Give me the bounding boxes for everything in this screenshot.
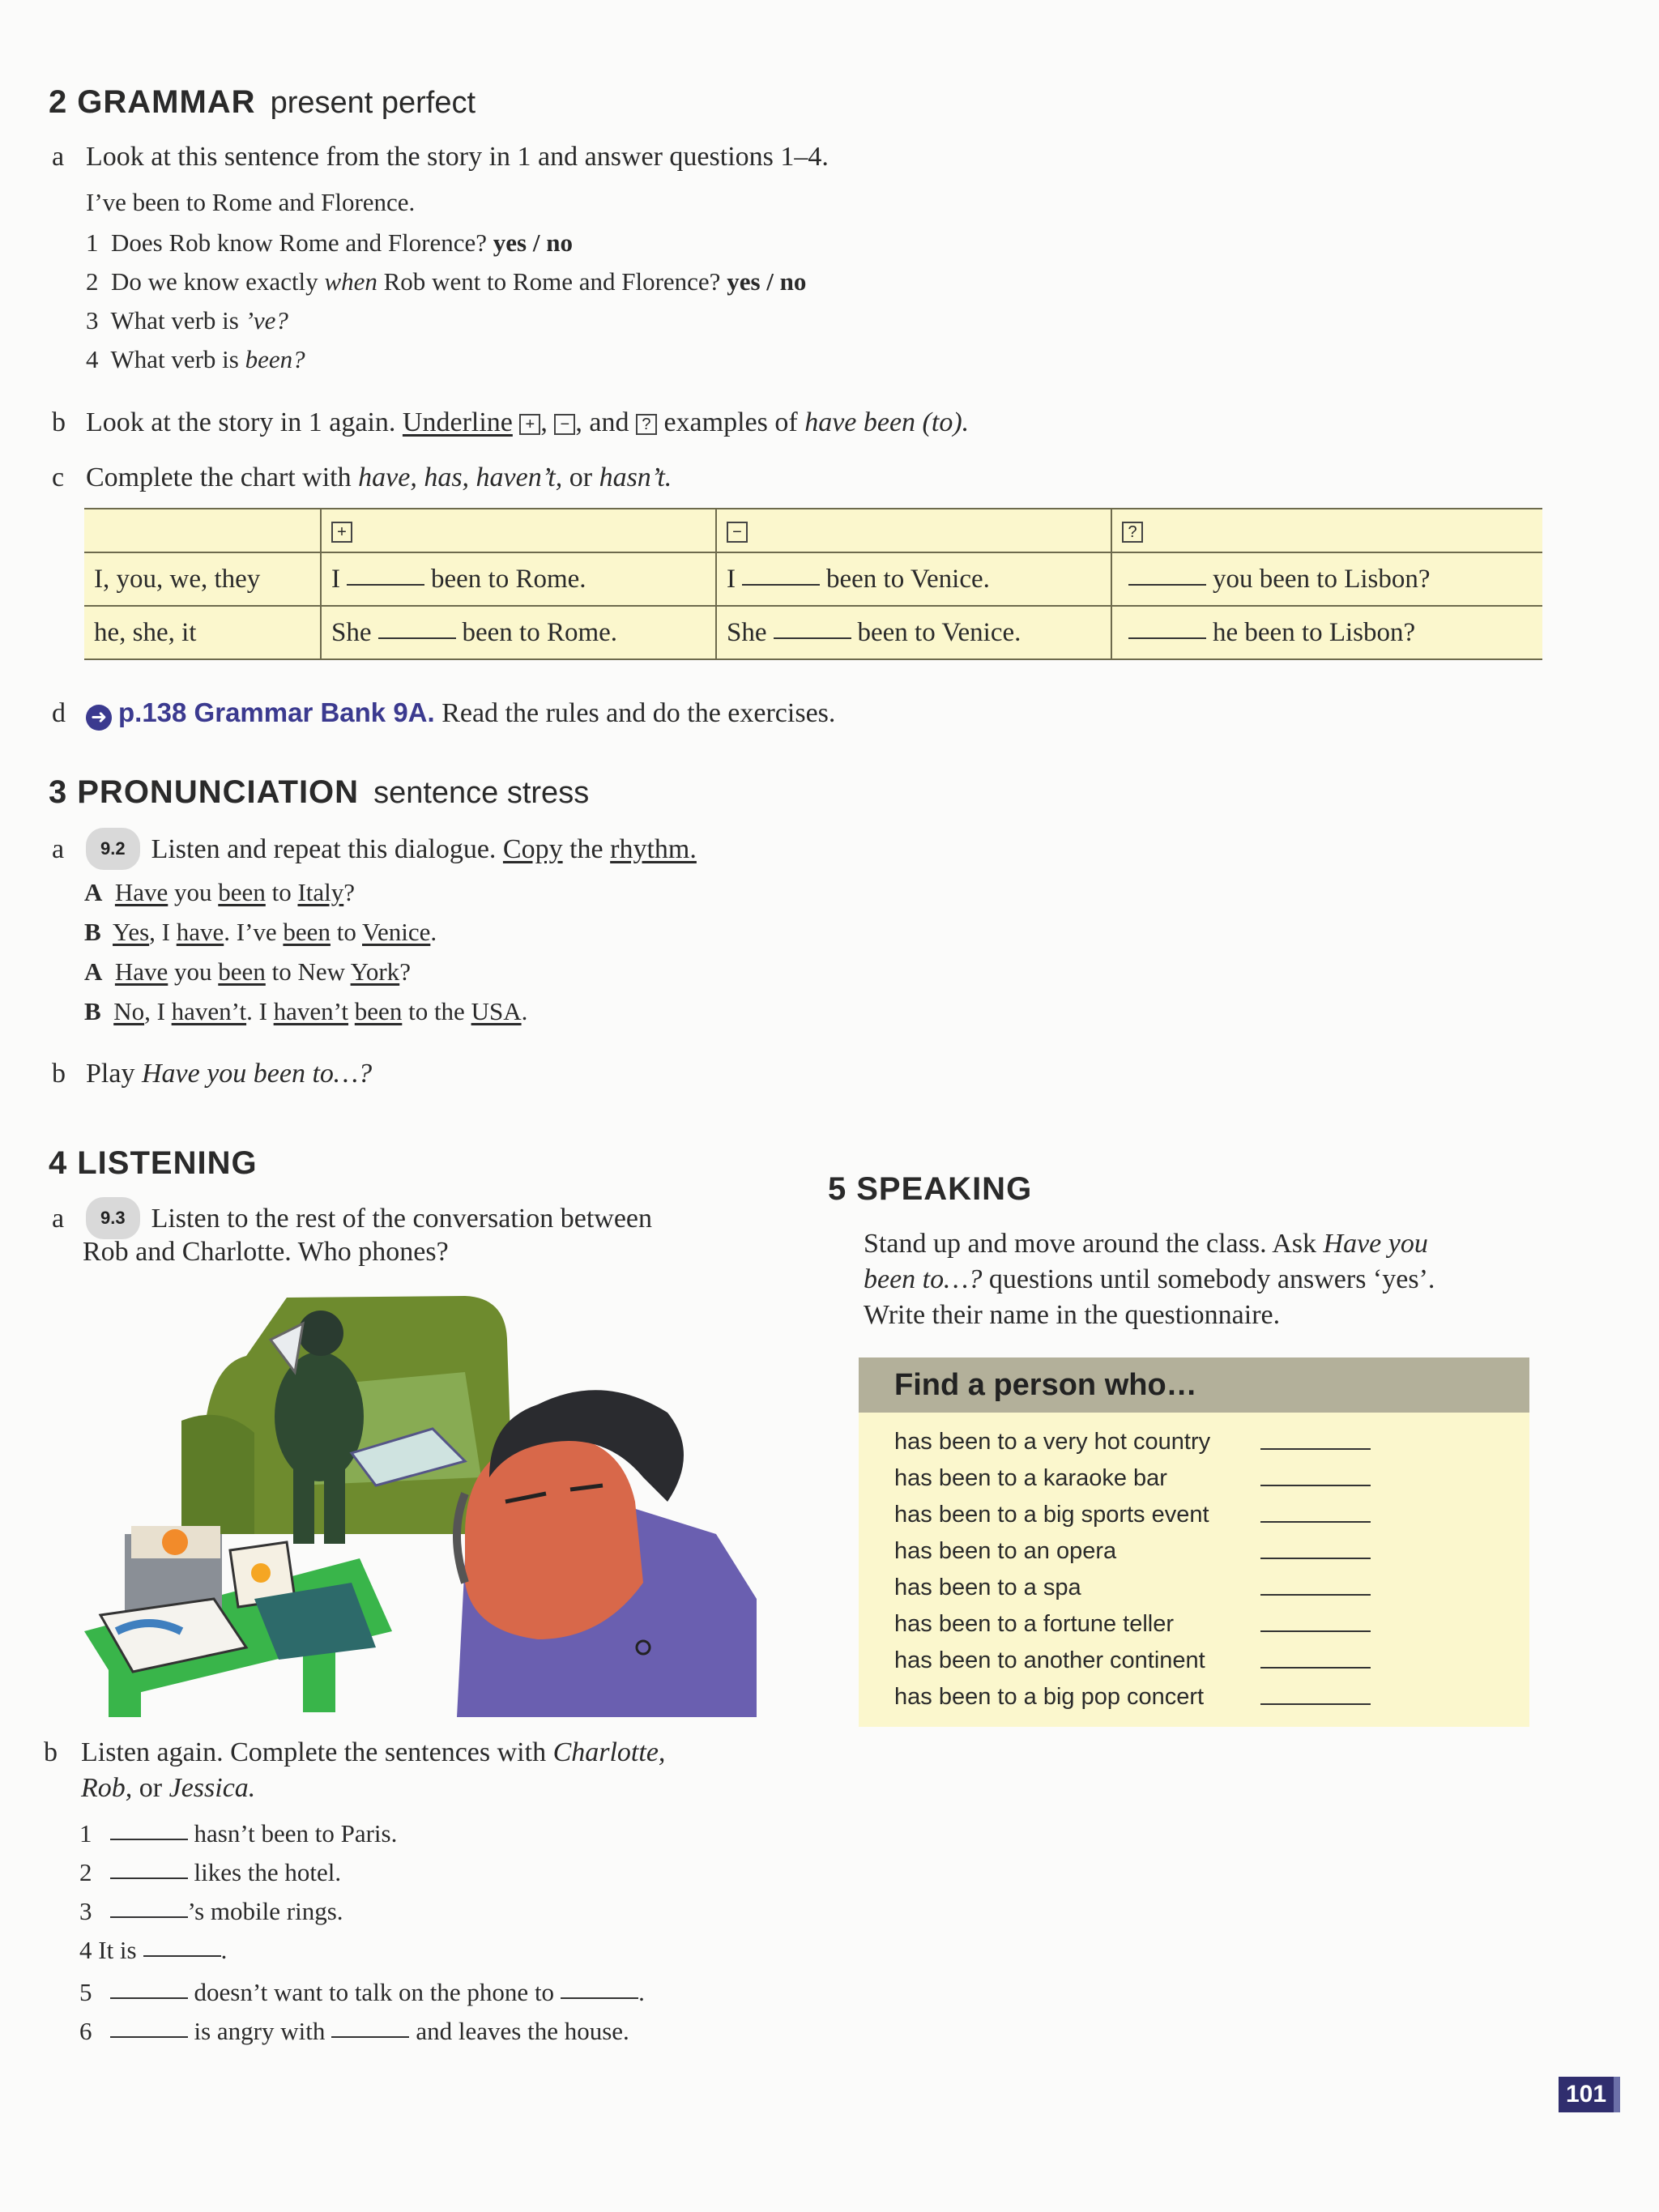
- section-title: PRONUNCIATION: [77, 774, 360, 810]
- emphasis: Rob,: [81, 1773, 133, 1803]
- questionnaire-item: has been to a very hot country: [894, 1429, 1211, 1455]
- answer-choice: yes / no: [493, 228, 573, 257]
- answer-blank[interactable]: [1128, 637, 1206, 639]
- answer-blank[interactable]: [110, 1997, 188, 1999]
- conjunction: or: [139, 1773, 163, 1803]
- chart-text: been to Venice.: [826, 564, 990, 594]
- item-letter: a: [52, 834, 65, 864]
- questionnaire-item: has been to a karaoke bar: [894, 1465, 1167, 1491]
- section-title: GRAMMAR: [77, 84, 256, 120]
- item-text: is angry with: [194, 2017, 326, 2045]
- chart-row: [84, 606, 1542, 659]
- instruction-text: Look at this sentence from the story in 1 and answer questions 1–4.: [86, 142, 829, 172]
- speaker-label: B: [84, 918, 101, 946]
- instruction-text: examples of: [663, 407, 798, 437]
- item-text: doesn’t want to talk on the phone to: [194, 1978, 555, 2006]
- list-item: [79, 1853, 341, 1892]
- grammar-chart: [84, 508, 1542, 660]
- item-number: 5: [79, 1978, 92, 2006]
- dialogue-line: A Have you been to New York?: [84, 957, 411, 986]
- question-icon: ?: [636, 414, 657, 435]
- listening-b-instruction: [44, 1733, 665, 1772]
- conjunction: , and: [575, 407, 629, 437]
- item-letter: a: [52, 1204, 65, 1234]
- instruction-text: Listen and repeat this dialogue.: [151, 834, 497, 864]
- name-blank[interactable]: [1260, 1485, 1371, 1486]
- item-letter: a: [52, 142, 65, 172]
- section-title: LISTENING: [77, 1145, 258, 1181]
- questionnaire-row: [859, 1606, 1529, 1643]
- chart-cell: [321, 509, 716, 552]
- list-item: [79, 1931, 227, 1970]
- question-4: [86, 340, 305, 379]
- pronunciation-a-instruction: [52, 828, 697, 870]
- underline-word: Underline: [402, 407, 513, 437]
- instruction-text: Look at the story in 1 again.: [86, 407, 396, 437]
- question-number: 2: [86, 267, 99, 296]
- section-title: SPEAKING: [856, 1171, 1033, 1207]
- name-blank[interactable]: [1260, 1594, 1371, 1596]
- question-text: Does Rob know Rome and Florence?: [111, 228, 488, 257]
- instruction-text: questions until somebody answers ‘yes’.: [988, 1264, 1435, 1294]
- item-letter: d: [52, 698, 66, 728]
- answer-blank[interactable]: [110, 1877, 188, 1879]
- chart-subject-cell: I, you, we, they: [84, 552, 321, 606]
- item-text: and leaves the house.: [416, 2017, 629, 2045]
- listening-a-line2: Rob and Charlotte. Who phones?: [83, 1237, 449, 1267]
- answer-blank[interactable]: [110, 2035, 188, 2038]
- question-number: 3: [86, 306, 99, 335]
- instruction-text: Read the rules and do the exercises.: [441, 698, 836, 728]
- subject-word: I: [331, 564, 340, 594]
- dialogue-line: B No, I haven’t. I haven’t been to the USA.: [84, 997, 528, 1025]
- dialogue-line: B Yes, I have. I’ve been to Venice.: [84, 918, 437, 946]
- item-text: ’s mobile rings.: [187, 1897, 343, 1925]
- minus-icon: −: [554, 414, 575, 435]
- instruction-text: Stand up and move around the class. Ask: [864, 1229, 1317, 1259]
- name-blank[interactable]: [1260, 1448, 1371, 1450]
- item-letter: b: [52, 407, 66, 437]
- item-number: 4: [79, 1936, 92, 1964]
- name-blank[interactable]: [1260, 1667, 1371, 1669]
- emphasis: ’ve?: [245, 306, 288, 335]
- item-text: It is: [98, 1936, 137, 1964]
- list-item: [79, 1814, 397, 1853]
- chart-header-row: [84, 509, 1542, 552]
- questionnaire-row: [859, 1570, 1529, 1606]
- chart-cell: [716, 552, 1111, 606]
- item-letter: b: [44, 1737, 58, 1767]
- questionnaire-item: has been to another continent: [894, 1647, 1205, 1673]
- example-sentence: I’ve been to Rome and Florence.: [86, 188, 416, 216]
- chart-cell: [1111, 509, 1542, 552]
- item-letter: b: [52, 1059, 66, 1089]
- name-blank[interactable]: [1260, 1521, 1371, 1523]
- item-letter: c: [52, 462, 65, 492]
- instruction-text: Complete the chart with: [86, 462, 352, 492]
- questionnaire-item: has been to a fortune teller: [894, 1611, 1175, 1637]
- find-a-person-title: Find a person who…: [859, 1357, 1529, 1413]
- chart-subject-cell: he, she, it: [84, 606, 321, 659]
- questionnaire-item: has been to an opera: [894, 1538, 1117, 1564]
- speaker-label: A: [84, 878, 103, 906]
- dialogue-line: A Have you been to Italy?: [84, 878, 356, 906]
- chart-cell: [1111, 552, 1542, 606]
- listening-heading: [49, 1145, 258, 1182]
- emphasis: have been (to).: [804, 407, 970, 437]
- subject-word: She: [331, 617, 372, 647]
- instruction-text: Listen to the rest of the conversation between: [151, 1204, 653, 1234]
- emphasis: have, has, haven’t,: [358, 462, 563, 492]
- answer-blank[interactable]: [110, 1916, 188, 1918]
- speaking-heading: [828, 1171, 1032, 1208]
- emphasis: Jessica.: [168, 1773, 256, 1803]
- questionnaire-row: [859, 1497, 1529, 1533]
- emphasis: been?: [245, 345, 305, 373]
- emphasis: been to…?: [864, 1264, 983, 1294]
- conjunction: or: [569, 462, 593, 492]
- minus-icon: −: [727, 522, 748, 543]
- page-tab-edge: [1614, 2077, 1620, 2112]
- question-icon: ?: [1122, 522, 1143, 543]
- find-a-person-box: [859, 1357, 1529, 1727]
- questionnaire-row: [859, 1460, 1529, 1497]
- chart-cell: [716, 606, 1111, 659]
- questionnaire-row: [859, 1533, 1529, 1570]
- name-blank[interactable]: [1260, 1558, 1371, 1559]
- item-text: hasn’t been to Paris.: [194, 1819, 398, 1848]
- questionnaire-item: has been to a big sports event: [894, 1502, 1209, 1528]
- arrow-right-icon: ➜: [86, 705, 112, 731]
- instruction-text: the: [569, 834, 603, 864]
- chart-cell: [1111, 606, 1542, 659]
- answer-blank[interactable]: [742, 583, 820, 586]
- question-text: What verb is: [110, 306, 239, 335]
- question-text: Rob went to Rome and Florence?: [383, 267, 721, 296]
- grammar-heading: [49, 84, 476, 121]
- section-number: 3: [49, 774, 68, 810]
- chart-text: been to Venice.: [857, 617, 1021, 647]
- list-item: [79, 2012, 629, 2051]
- answer-choice: yes / no: [727, 267, 807, 296]
- instruction-text: Play: [86, 1059, 135, 1089]
- audio-track-badge[interactable]: 9.3: [86, 1197, 140, 1239]
- chart-cell: [84, 509, 321, 552]
- chart-text: you been to Lisbon?: [1213, 564, 1431, 594]
- name-blank[interactable]: [1260, 1630, 1371, 1632]
- grammar-a-instruction: [52, 138, 829, 177]
- grammar-b-instruction: b Look at the story in 1 again. Underline + , − , and ? examples of have been (to).: [52, 403, 969, 442]
- subject-word: I: [727, 564, 736, 594]
- question-1: [86, 224, 573, 262]
- questionnaire-item: has been to a spa: [894, 1575, 1081, 1600]
- speaking-text-line3: Write their name in the questionnaire.: [864, 1300, 1281, 1330]
- item-number: 2: [79, 1858, 92, 1886]
- grammar-c-instruction: [52, 458, 672, 497]
- emphasis: Have you: [1323, 1229, 1428, 1259]
- speaker-label: B: [84, 997, 101, 1025]
- section-subtitle: sentence stress: [373, 776, 590, 810]
- question-text: What verb is: [110, 345, 239, 373]
- speaking-text-line1: [864, 1225, 1428, 1264]
- chart-text: been to Rome.: [462, 617, 618, 647]
- subject-word: She: [727, 617, 767, 647]
- speaking-text-line2: [864, 1260, 1435, 1299]
- chart-row: [84, 552, 1542, 606]
- instruction-text: Listen again. Complete the sentences with: [81, 1737, 547, 1767]
- stressed-word: rhythm.: [610, 834, 697, 864]
- question-number: 1: [86, 228, 99, 257]
- answer-blank[interactable]: [378, 637, 456, 639]
- name-blank[interactable]: [1260, 1703, 1371, 1705]
- answer-blank[interactable]: [143, 1954, 221, 1957]
- section-subtitle: present perfect: [270, 86, 476, 120]
- listening-b-line2: [81, 1769, 255, 1808]
- list-item: [79, 1973, 645, 2012]
- plus-icon: +: [331, 522, 352, 543]
- woman-figure: [275, 1352, 364, 1481]
- item-text: .: [638, 1978, 645, 2006]
- stressed-word: Copy: [502, 834, 563, 864]
- pronunciation-b-instruction: [52, 1055, 372, 1093]
- question-2: [86, 262, 806, 301]
- item-number: 3: [79, 1897, 92, 1925]
- emphasis: Have you been to…?: [141, 1059, 373, 1089]
- chart-cell: [716, 509, 1111, 552]
- answer-blank[interactable]: [1128, 583, 1206, 586]
- item-number: 1: [79, 1819, 92, 1848]
- answer-blank[interactable]: [774, 637, 851, 639]
- chart-text: he been to Lisbon?: [1213, 617, 1416, 647]
- section-number: 5: [828, 1171, 847, 1207]
- pronunciation-heading: [49, 774, 589, 811]
- question-3: [86, 301, 288, 340]
- answer-blank[interactable]: [110, 1838, 188, 1840]
- emphasis: when: [324, 267, 377, 296]
- listening-illustration: [84, 1291, 757, 1717]
- item-text: .: [220, 1936, 228, 1964]
- speaker-label: A: [84, 957, 103, 986]
- list-item: [79, 1892, 343, 1931]
- grammar-d-instruction: [52, 693, 835, 733]
- emphasis: Charlotte,: [552, 1737, 666, 1767]
- chart-cell: [321, 606, 716, 659]
- emphasis: hasn’t.: [599, 462, 672, 492]
- questionnaire-item: has been to a big pop concert: [894, 1684, 1205, 1710]
- question-text: Do we know exactly: [111, 267, 318, 296]
- chart-cell: [321, 552, 716, 606]
- section-number: 2: [49, 84, 68, 120]
- questionnaire-row: [859, 1679, 1529, 1715]
- questionnaire-row: [859, 1424, 1529, 1460]
- answer-blank[interactable]: [347, 583, 424, 586]
- item-text: likes the hotel.: [194, 1858, 342, 1886]
- page-number: 101: [1559, 2077, 1614, 2112]
- audio-track-badge[interactable]: 9.2: [86, 828, 140, 870]
- question-number: 4: [86, 345, 99, 373]
- answer-blank[interactable]: [331, 2035, 409, 2038]
- section-number: 4: [49, 1145, 68, 1181]
- answer-blank[interactable]: [561, 1997, 638, 1999]
- grammar-bank-link[interactable]: p.138 Grammar Bank 9A.: [118, 697, 435, 727]
- chart-text: been to Rome.: [431, 564, 586, 594]
- questionnaire-row: [859, 1643, 1529, 1679]
- item-number: 6: [79, 2017, 92, 2045]
- plus-icon: +: [519, 414, 540, 435]
